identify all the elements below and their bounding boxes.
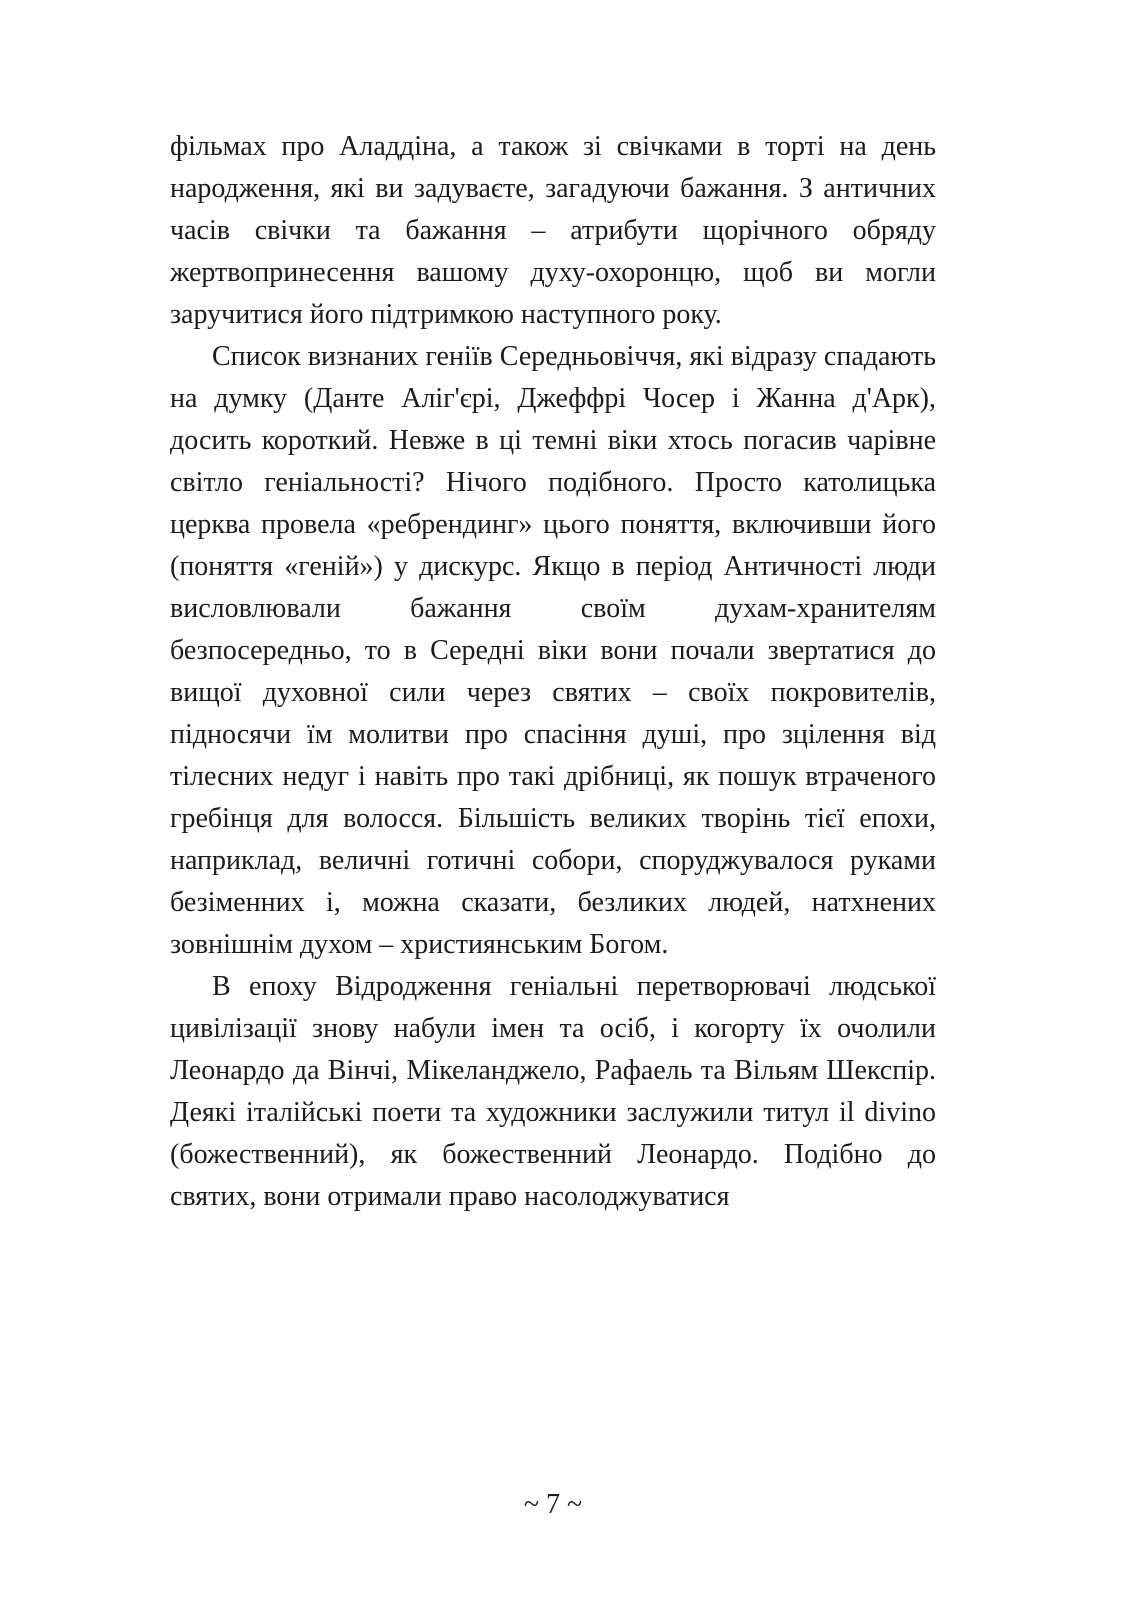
- page-number: ~ 7 ~: [523, 1489, 583, 1520]
- paragraph-continuation: фільмах про Аладдіна, а також зі свічками в торті на день народження, які ви задуваєте, загадуючи бажання. З античних часів свічки та бажання – атрибути щорічного обряду жертвопринесення вашому духу-охоронцю, щоб ви могли заручитися його підтримкою наступного року.: [170, 131, 936, 330]
- text-block: [170, 126, 936, 1218]
- paragraph: Список визнаних геніїв Середньовіччя, які відразу спадають на думку (Данте Аліг'єрі, Джеффрі Чосер і Жанна д'Арк), досить короткий. Невже в ці темні віки хтось погасив чарівне світло геніальності? Нічого подібного. Просто католицька церква провела «ребрендинг» цього поняття, включивши його (поняття «геній») у дискурс. Якщо в період Античності люди висловлювали бажання своїм духам-хранителям безпосередньо, то в Середні віки вони почали звертатися до вищої духовної сили через святих – своїх покровителів, підносячи їм молитви про спасіння душі, про зцілення від тілесних недуг і навіть про такі дрібниці, як пошук втраченого гребінця для волосся. Більшість великих творінь тієї епохи, наприклад, величні готичні собори, споруджувалося руками безіменних і, можна сказати, безликих людей, натхнених зовнішнім духом – християнським Богом.: [170, 341, 936, 960]
- paragraph: В епоху Відродження геніальні перетворювачі людської цивілізації знову набули імен та осіб, і когорту їх очолили Леонардо да Вінчі, Мікеланджело, Рафаель та Вільям Шекспір. Деякі італійські поети та художники заслужили титул il divino (божественний), як божественний Леонардо. Подібно до святих, вони отримали право насолоджуватися: [170, 971, 936, 1212]
